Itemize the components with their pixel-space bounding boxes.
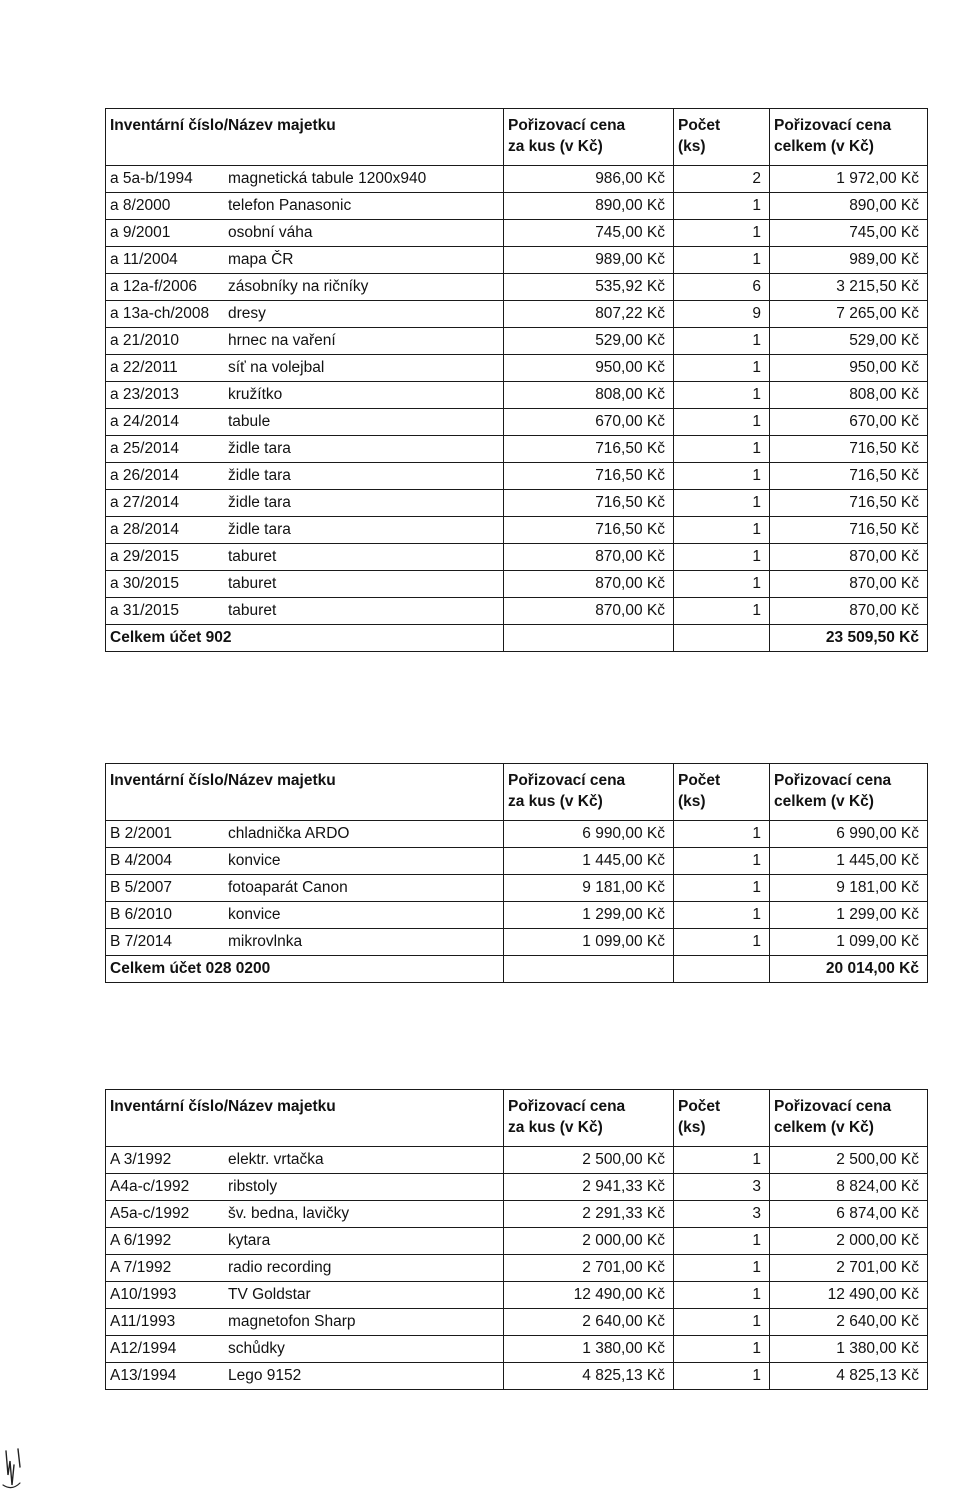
- unit-price-cell: 9 181,00 Kč: [504, 875, 674, 902]
- table-row: [106, 598, 928, 625]
- total-price-cell: 1 380,00 Kč: [770, 1336, 928, 1363]
- unit-price-cell: 6 990,00 Kč: [504, 821, 674, 848]
- total-price-cell: 1 099,00 Kč: [770, 929, 928, 956]
- inventory-number: a 24/2014: [110, 413, 179, 431]
- total-price-cell: 12 490,00 Kč: [770, 1282, 928, 1309]
- total-price-cell: 2 701,00 Kč: [770, 1255, 928, 1282]
- inventory-number: A 3/1992: [110, 1151, 172, 1169]
- asset-name: ribstoly: [228, 1178, 278, 1196]
- unit-price-cell: 670,00 Kč: [504, 409, 674, 436]
- asset-name: mikrovlnka: [228, 933, 303, 951]
- asset-name: konvice: [228, 852, 281, 870]
- inventory-number: B 6/2010: [110, 906, 173, 924]
- inventory-number: A13/1994: [110, 1367, 177, 1385]
- count-cell: 1: [674, 463, 770, 490]
- total-value: 23 509,50 Kč: [770, 625, 928, 652]
- count-cell: 1: [674, 517, 770, 544]
- total-price-cell: 670,00 Kč: [770, 409, 928, 436]
- header-name: Inventární číslo/Název majetku: [106, 109, 504, 166]
- asset-name: TV Goldstar: [228, 1286, 311, 1304]
- header-count: Počet (ks): [674, 1090, 770, 1147]
- unit-price-cell: 12 490,00 Kč: [504, 1282, 674, 1309]
- count-cell: 2: [674, 166, 770, 193]
- table-row: [106, 1282, 928, 1309]
- asset-cell: [106, 220, 504, 247]
- asset-cell: [106, 821, 504, 848]
- asset-cell: [106, 875, 504, 902]
- header-total-price: Pořizovací cena celkem (v Kč): [770, 764, 928, 821]
- asset-cell: [106, 1255, 504, 1282]
- table-header-row: [106, 764, 928, 821]
- count-cell: 1: [674, 1363, 770, 1390]
- table-row: [106, 571, 928, 598]
- inventory-number: a 13a-ch/2008: [110, 305, 210, 323]
- asset-name: síť na volejbal: [228, 359, 325, 377]
- count-cell: 3: [674, 1174, 770, 1201]
- unit-price-cell: 986,00 Kč: [504, 166, 674, 193]
- count-cell: 1: [674, 382, 770, 409]
- count-cell: 1: [674, 1309, 770, 1336]
- header-name: Inventární číslo/Název majetku: [106, 764, 504, 821]
- count-cell: 1: [674, 1228, 770, 1255]
- count-cell: 1: [674, 409, 770, 436]
- total-empty-cell: [674, 625, 770, 652]
- inventory-number: a 21/2010: [110, 332, 179, 350]
- asset-name: chladnička ARDO: [228, 825, 350, 843]
- count-cell: 1: [674, 902, 770, 929]
- unit-price-cell: 2 000,00 Kč: [504, 1228, 674, 1255]
- inventory-number: B 7/2014: [110, 933, 173, 951]
- count-cell: 1: [674, 220, 770, 247]
- asset-cell: [106, 490, 504, 517]
- total-price-cell: 4 825,13 Kč: [770, 1363, 928, 1390]
- unit-price-cell: 716,50 Kč: [504, 463, 674, 490]
- inventory-number: A11/1993: [110, 1313, 176, 1331]
- total-price-cell: 716,50 Kč: [770, 463, 928, 490]
- asset-name: konvice: [228, 906, 281, 924]
- count-cell: 1: [674, 1147, 770, 1174]
- asset-name: elektr. vrtačka: [228, 1151, 324, 1169]
- table-row: [106, 517, 928, 544]
- header-unit-price: Pořizovací cena za kus (v Kč): [504, 764, 674, 821]
- asset-cell: [106, 274, 504, 301]
- unit-price-cell: 808,00 Kč: [504, 382, 674, 409]
- total-price-cell: 716,50 Kč: [770, 490, 928, 517]
- table-row: [106, 544, 928, 571]
- unit-price-cell: 890,00 Kč: [504, 193, 674, 220]
- asset-name: kytara: [228, 1232, 271, 1250]
- inventory-number: a 23/2013: [110, 386, 179, 404]
- asset-name: fotoaparát Canon: [228, 879, 348, 897]
- table-1-body: [106, 109, 928, 652]
- inventory-table-3: [105, 1089, 928, 1390]
- table-row: [106, 1228, 928, 1255]
- asset-cell: [106, 247, 504, 274]
- count-cell: 1: [674, 848, 770, 875]
- table-row: [106, 929, 928, 956]
- unit-price-cell: 529,00 Kč: [504, 328, 674, 355]
- table-row: [106, 166, 928, 193]
- inventory-number: a 29/2015: [110, 548, 179, 566]
- total-price-cell: 3 215,50 Kč: [770, 274, 928, 301]
- table-row: [106, 1363, 928, 1390]
- count-cell: 1: [674, 1255, 770, 1282]
- inventory-number: A5a-c/1992: [110, 1205, 190, 1223]
- unit-price-cell: 870,00 Kč: [504, 571, 674, 598]
- asset-cell: [106, 544, 504, 571]
- asset-cell: [106, 902, 504, 929]
- asset-cell: [106, 193, 504, 220]
- asset-cell: [106, 301, 504, 328]
- total-price-cell: 745,00 Kč: [770, 220, 928, 247]
- count-cell: 3: [674, 1201, 770, 1228]
- total-price-cell: 716,50 Kč: [770, 517, 928, 544]
- table-row: [106, 328, 928, 355]
- handwritten-signature-mark: [0, 1445, 32, 1495]
- unit-price-cell: 4 825,13 Kč: [504, 1363, 674, 1390]
- count-cell: 1: [674, 821, 770, 848]
- inventory-number: a 9/2001: [110, 224, 171, 242]
- total-price-cell: 950,00 Kč: [770, 355, 928, 382]
- header-total-price: Pořizovací cena celkem (v Kč): [770, 1090, 928, 1147]
- total-price-cell: 6 874,00 Kč: [770, 1201, 928, 1228]
- inventory-number: A4a-c/1992: [110, 1178, 190, 1196]
- asset-name: mapa ČR: [228, 251, 294, 269]
- total-label: Celkem účet 902: [106, 625, 504, 652]
- total-row: [106, 625, 928, 652]
- count-cell: 1: [674, 571, 770, 598]
- asset-cell: [106, 1228, 504, 1255]
- unit-price-cell: 1 380,00 Kč: [504, 1336, 674, 1363]
- count-cell: 1: [674, 436, 770, 463]
- unit-price-cell: 535,92 Kč: [504, 274, 674, 301]
- asset-name: židle tara: [228, 440, 291, 458]
- inventory-number: B 2/2001: [110, 825, 173, 843]
- total-label: Celkem účet 028 0200: [106, 956, 504, 983]
- asset-name: Lego 9152: [228, 1367, 302, 1385]
- asset-name: židle tara: [228, 494, 291, 512]
- table-2-body: [106, 764, 928, 983]
- inventory-table-2: [105, 763, 928, 983]
- total-row: [106, 956, 928, 983]
- total-price-cell: 8 824,00 Kč: [770, 1174, 928, 1201]
- total-empty-cell: [504, 625, 674, 652]
- asset-name: taburet: [228, 575, 277, 593]
- asset-name: tabule: [228, 413, 271, 431]
- table-row: [106, 274, 928, 301]
- total-empty-cell: [504, 956, 674, 983]
- inventory-number: A 7/1992: [110, 1259, 172, 1277]
- count-cell: 1: [674, 247, 770, 274]
- table-row: [106, 821, 928, 848]
- inventory-number: A 6/1992: [110, 1232, 172, 1250]
- count-cell: 1: [674, 490, 770, 517]
- total-price-cell: 716,50 Kč: [770, 436, 928, 463]
- asset-name: židle tara: [228, 467, 291, 485]
- table-row: [106, 247, 928, 274]
- total-price-cell: 2 500,00 Kč: [770, 1147, 928, 1174]
- table-row: [106, 463, 928, 490]
- header-unit-price: Pořizovací cena za kus (v Kč): [504, 1090, 674, 1147]
- table-row: [106, 902, 928, 929]
- table-row: [106, 1201, 928, 1228]
- header-name: Inventární číslo/Název majetku: [106, 1090, 504, 1147]
- inventory-number: a 5a-b/1994: [110, 170, 193, 188]
- total-price-cell: 808,00 Kč: [770, 382, 928, 409]
- table-row: [106, 1147, 928, 1174]
- asset-name: taburet: [228, 548, 277, 566]
- count-cell: 1: [674, 544, 770, 571]
- unit-price-cell: 716,50 Kč: [504, 490, 674, 517]
- count-cell: 1: [674, 355, 770, 382]
- table-row: [106, 436, 928, 463]
- table-row: [106, 355, 928, 382]
- unit-price-cell: 2 640,00 Kč: [504, 1309, 674, 1336]
- asset-cell: [106, 1174, 504, 1201]
- unit-price-cell: 807,22 Kč: [504, 301, 674, 328]
- asset-cell: [106, 517, 504, 544]
- total-price-cell: 1 972,00 Kč: [770, 166, 928, 193]
- total-price-cell: 7 265,00 Kč: [770, 301, 928, 328]
- count-cell: 1: [674, 328, 770, 355]
- inventory-number: a 25/2014: [110, 440, 179, 458]
- asset-cell: [106, 409, 504, 436]
- unit-price-cell: 950,00 Kč: [504, 355, 674, 382]
- asset-cell: [106, 848, 504, 875]
- header-total-price: Pořizovací cena celkem (v Kč): [770, 109, 928, 166]
- table-row: [106, 1255, 928, 1282]
- table-row: [106, 382, 928, 409]
- total-price-cell: 890,00 Kč: [770, 193, 928, 220]
- unit-price-cell: 2 500,00 Kč: [504, 1147, 674, 1174]
- table-row: [106, 1336, 928, 1363]
- asset-name: židle tara: [228, 521, 291, 539]
- inventory-number: a 26/2014: [110, 467, 179, 485]
- table-header-row: [106, 109, 928, 166]
- unit-price-cell: 989,00 Kč: [504, 247, 674, 274]
- asset-cell: [106, 1336, 504, 1363]
- asset-name: magnetofon Sharp: [228, 1313, 356, 1331]
- asset-cell: [106, 1309, 504, 1336]
- inventory-number: a 12a-f/2006: [110, 278, 198, 296]
- table-header-row: [106, 1090, 928, 1147]
- unit-price-cell: 1 299,00 Kč: [504, 902, 674, 929]
- asset-name: zásobníky na ričníky: [228, 278, 369, 296]
- total-price-cell: 529,00 Kč: [770, 328, 928, 355]
- table-row: [106, 193, 928, 220]
- asset-name: schůdky: [228, 1340, 285, 1358]
- table-row: [106, 301, 928, 328]
- unit-price-cell: 2 291,33 Kč: [504, 1201, 674, 1228]
- unit-price-cell: 716,50 Kč: [504, 517, 674, 544]
- inventory-number: a 27/2014: [110, 494, 179, 512]
- unit-price-cell: 1 445,00 Kč: [504, 848, 674, 875]
- total-price-cell: 2 640,00 Kč: [770, 1309, 928, 1336]
- count-cell: 1: [674, 1336, 770, 1363]
- count-cell: 1: [674, 875, 770, 902]
- inventory-number: a 28/2014: [110, 521, 179, 539]
- count-cell: 9: [674, 301, 770, 328]
- table-3-body: [106, 1090, 928, 1390]
- total-empty-cell: [674, 956, 770, 983]
- inventory-number: A10/1993: [110, 1286, 177, 1304]
- asset-name: šv. bedna, lavičky: [228, 1205, 350, 1223]
- total-price-cell: 870,00 Kč: [770, 544, 928, 571]
- count-cell: 1: [674, 598, 770, 625]
- table-row: [106, 1309, 928, 1336]
- asset-name: dresy: [228, 305, 266, 323]
- unit-price-cell: 1 099,00 Kč: [504, 929, 674, 956]
- inventory-number: B 5/2007: [110, 879, 173, 897]
- asset-name: hrnec na vaření: [228, 332, 336, 350]
- total-price-cell: 9 181,00 Kč: [770, 875, 928, 902]
- total-price-cell: 870,00 Kč: [770, 571, 928, 598]
- header-count: Počet (ks): [674, 109, 770, 166]
- unit-price-cell: 745,00 Kč: [504, 220, 674, 247]
- unit-price-cell: 2 701,00 Kč: [504, 1255, 674, 1282]
- asset-cell: [106, 355, 504, 382]
- unit-price-cell: 2 941,33 Kč: [504, 1174, 674, 1201]
- total-price-cell: 6 990,00 Kč: [770, 821, 928, 848]
- asset-name: telefon Panasonic: [228, 197, 352, 215]
- table-row: [106, 220, 928, 247]
- asset-name: radio recording: [228, 1259, 332, 1277]
- header-unit-price: Pořizovací cena za kus (v Kč): [504, 109, 674, 166]
- unit-price-cell: 870,00 Kč: [504, 598, 674, 625]
- unit-price-cell: 716,50 Kč: [504, 436, 674, 463]
- asset-name: taburet: [228, 602, 277, 620]
- asset-cell: [106, 1147, 504, 1174]
- total-price-cell: 989,00 Kč: [770, 247, 928, 274]
- asset-cell: [106, 463, 504, 490]
- count-cell: 1: [674, 193, 770, 220]
- total-price-cell: 870,00 Kč: [770, 598, 928, 625]
- total-price-cell: 1 299,00 Kč: [770, 902, 928, 929]
- inventory-number: a 11/2004: [110, 251, 178, 269]
- table-row: [106, 1174, 928, 1201]
- asset-cell: [106, 382, 504, 409]
- count-cell: 1: [674, 929, 770, 956]
- asset-cell: [106, 1363, 504, 1390]
- count-cell: 6: [674, 274, 770, 301]
- asset-cell: [106, 929, 504, 956]
- asset-cell: [106, 598, 504, 625]
- table-row: [106, 409, 928, 436]
- asset-name: osobní váha: [228, 224, 313, 242]
- table-row: [106, 875, 928, 902]
- inventory-number: a 22/2011: [110, 359, 178, 377]
- total-price-cell: 2 000,00 Kč: [770, 1228, 928, 1255]
- asset-name: magnetická tabule 1200x940: [228, 170, 427, 188]
- asset-cell: [106, 1201, 504, 1228]
- asset-name: kružítko: [228, 386, 283, 404]
- asset-cell: [106, 1282, 504, 1309]
- header-count: Počet (ks): [674, 764, 770, 821]
- table-row: [106, 848, 928, 875]
- inventory-table-1: [105, 108, 928, 652]
- unit-price-cell: 870,00 Kč: [504, 544, 674, 571]
- inventory-number: a 31/2015: [110, 602, 179, 620]
- asset-cell: [106, 328, 504, 355]
- count-cell: 1: [674, 1282, 770, 1309]
- table-row: [106, 490, 928, 517]
- total-price-cell: 1 445,00 Kč: [770, 848, 928, 875]
- asset-cell: [106, 436, 504, 463]
- inventory-number: a 8/2000: [110, 197, 171, 215]
- asset-cell: [106, 571, 504, 598]
- total-value: 20 014,00 Kč: [770, 956, 928, 983]
- inventory-number: B 4/2004: [110, 852, 173, 870]
- inventory-number: a 30/2015: [110, 575, 179, 593]
- inventory-number: A12/1994: [110, 1340, 177, 1358]
- asset-cell: [106, 166, 504, 193]
